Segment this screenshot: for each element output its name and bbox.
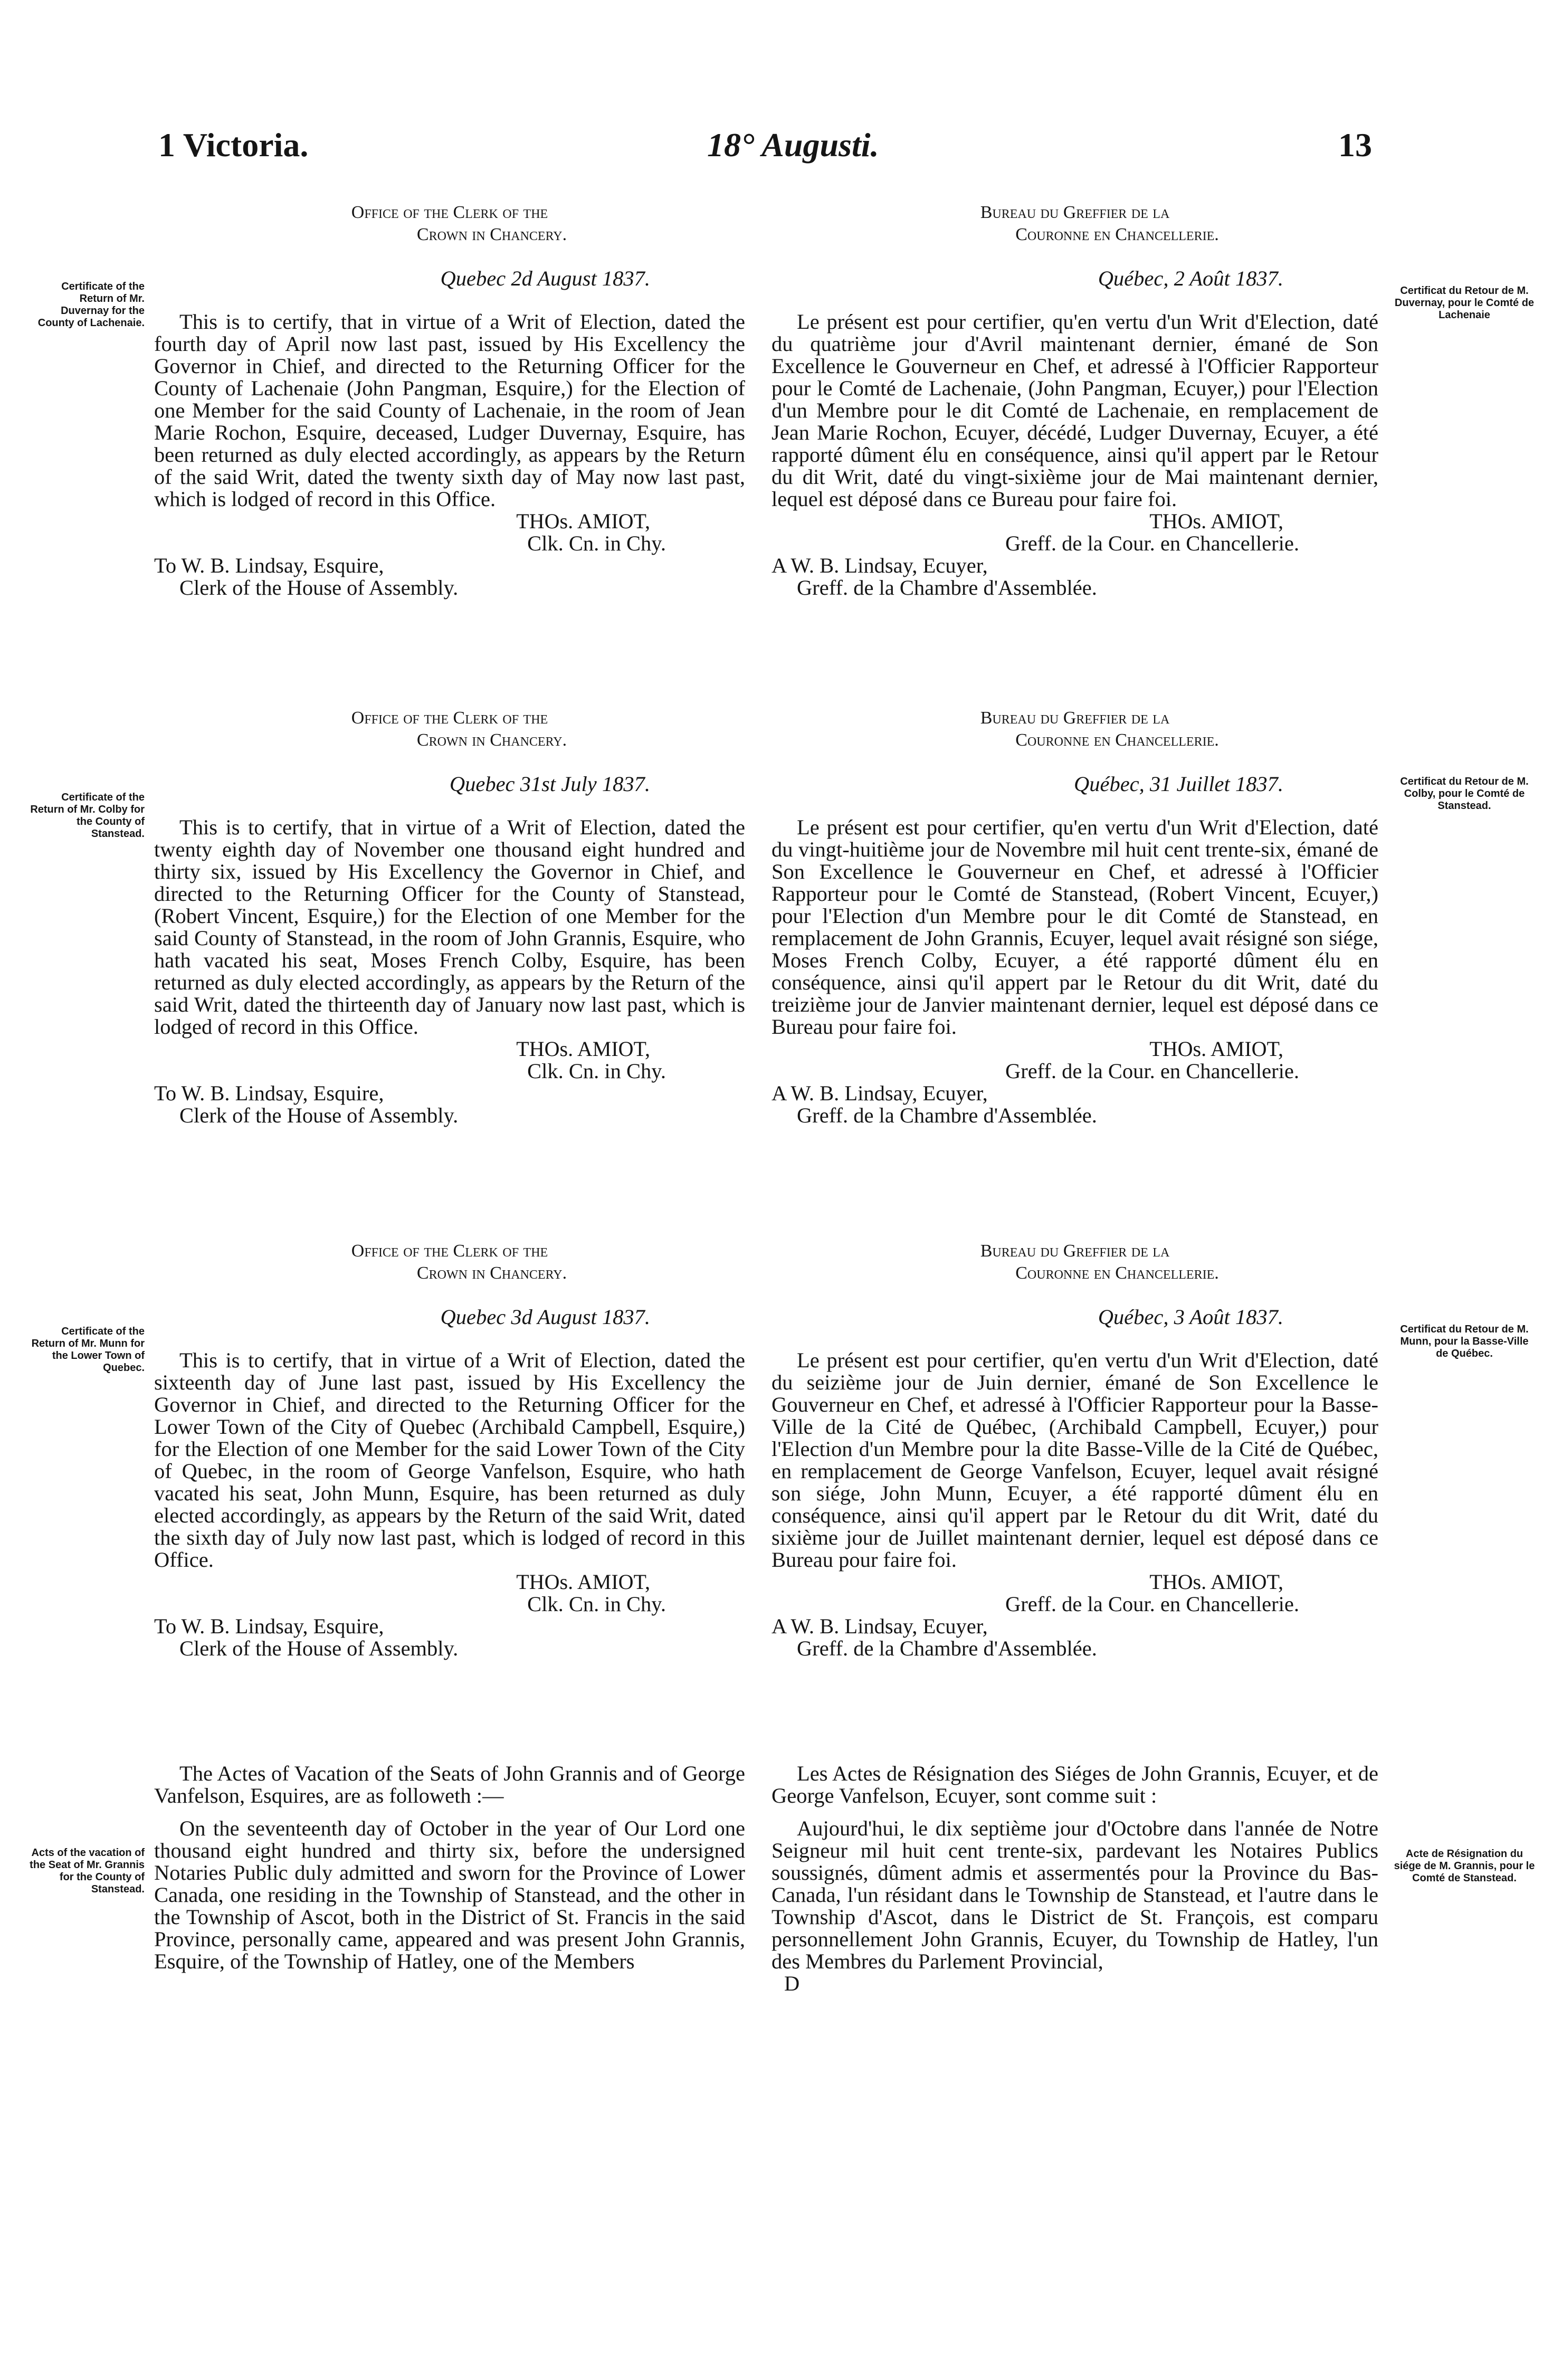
addressee-title: Clerk of the House of Assembly. — [179, 1636, 459, 1660]
certificate-date: Québec, 2 Août 1837. — [1098, 266, 1283, 290]
addressee-title: Clerk of the House of Assembly. — [179, 576, 459, 599]
certificate-body: This is to certify, that in virtue of a Writ of Election, dated the twenty eighth day of November one thousand eight hundred and thirty six, issued by His Excellency the Governor in Chief, and directed to the Returning Officer for the County of Stanstead, (Robert Vincent, Esquire,) for the Election of one Member for the said County of Stanstead, in the room of John Grannis, Esquire, who hath vacated his seat, Moses French Colby, Esquire, has been returned as duly elected accordingly, as appears by the Return of the said Writ, dated the thirteenth day of January now last past, which is lodged of record in this Office. — [154, 815, 745, 1039]
addressee: A W. B. Lindsay, Ecuyer, — [772, 554, 988, 577]
addressee: To W. B. Lindsay, Esquire, — [154, 554, 384, 577]
addressee-title: Greff. de la Chambre d'Assemblée. — [797, 1636, 1097, 1660]
certificate-body: Le présent est pour certifier, qu'en vertu d'un Writ d'Election, daté du seizième jour de Juin dernier, émané de Son Excellence le Gouverneur en Chef, et adressé à l'Officier Rapporteur pour la Basse-Ville de la Cité de Québec, (Archibald Campbell, Ecuyer,) pour l'Election d'un Membre pour la dite Basse-Ville de la Cité de Québec, en remplacement de George Vanfelson, Ecuyer, lequel avait résigné son siége, John Munn, Ecuyer, a été rapporté dûment élu en conséquence, ainsi qu'il appert par le Retour du dit Writ, daté du sixième jour de Juillet maintenant dernier, lequel est déposé dans ce Bureau pour faire foi. — [772, 1348, 1378, 1572]
header-regnal-year: 1 Victoria. — [158, 126, 309, 164]
signature-name: THOs. AMIOT, — [1149, 1037, 1283, 1061]
margin-note-left: Acts of the vacation of the Seat of Mr. Grannis for the County of Stanstead. — [30, 1847, 145, 1895]
signature-name: THOs. AMIOT, — [1149, 509, 1283, 533]
office-heading: Office of the Clerk of the — [351, 1241, 548, 1261]
office-heading: Bureau du Greffier de la — [980, 708, 1170, 728]
certificate-date: Québec, 31 Juillet 1837. — [1073, 772, 1283, 796]
margin-note-left: Certificate of the Return of Mr. Duvernay for the County of Lachenaie. — [37, 281, 145, 329]
office-subheading: Crown in Chancery. — [416, 225, 567, 244]
margin-note-right: Certificat du Retour de M. Duvernay, pour le Comté de Lachenaie — [1394, 285, 1535, 321]
office-heading: Office of the Clerk of the — [351, 708, 548, 728]
margin-note-left: Certificate of the Return of Mr. Munn for the Lower Town of Quebec. — [31, 1326, 145, 1374]
en-certificate-munn — [154, 1240, 745, 1660]
addressee-title: Clerk of the House of Assembly. — [179, 1103, 459, 1127]
page-number: 13 — [1338, 126, 1372, 164]
signature-title: Greff. de la Cour. en Chancellerie. — [1005, 1592, 1299, 1616]
signature-title: Greff. de la Cour. en Chancellerie. — [1005, 531, 1299, 555]
margin-note-right: Certificat du Retour de M. Munn, pour la Basse-Ville de Québec. — [1400, 1324, 1529, 1359]
addressee-title: Greff. de la Chambre d'Assemblée. — [797, 1103, 1097, 1127]
office-subheading: Couronne en Chancellerie. — [1015, 1263, 1219, 1283]
header-date: 18° Augusti. — [707, 126, 879, 164]
signature-name: THOs. AMIOT, — [516, 1570, 650, 1594]
office-subheading: Couronne en Chancellerie. — [1015, 225, 1219, 244]
addressee: To W. B. Lindsay, Esquire, — [154, 1614, 384, 1638]
certificate-date: Québec, 3 Août 1837. — [1098, 1305, 1283, 1329]
office-heading: Bureau du Greffier de la — [980, 1241, 1170, 1261]
running-head — [158, 126, 1372, 173]
certificate-body: This is to certify, that in virtue of a Writ of Election, dated the sixteenth day of June last past, issued by His Excellency the Governor in Chief, and directed to the Returning Officer for the Lower Town of the City of Quebec (Archibald Campbell, Esquire,) for the Election of one Member for the said Lower Town of the City of Quebec, in the room of George Vanfelson, Esquire, who hath vacated his seat, John Munn, Esquire, has been returned as duly elected accordingly, as appears by the Return of the said Writ, dated the sixth day of July now last past, which is lodged of record in this Office. — [154, 1348, 745, 1572]
catchword: D — [784, 1972, 800, 1995]
office-subheading: Crown in Chancery. — [416, 1263, 567, 1283]
certificate-body: Le présent est pour certifier, qu'en vertu d'un Writ d'Election, daté du vingt-huitième jour de Novembre mil huit cent trente-six, émané de Son Excellence le Gouverneur en Chef, et adressé à l'Officier Rapporteur pour le Comté de Stanstead, (Robert Vincent, Ecuyer,) pour l'Election d'un Membre pour le dit Comté de Stanstead, en remplacement de John Grannis, Ecuyer, lequel avait résigné son siége, Moses French Colby, Ecuyer, a été rapporté dûment élu en conséquence, ainsi qu'il appert par le Retour du dit Writ, daté du treizième jour de Janvier maintenant dernier, lequel est déposé dans ce Bureau pour faire foi. — [772, 815, 1378, 1039]
office-heading: Office of the Clerk of the — [351, 203, 548, 222]
fr-certificate-colby — [772, 707, 1378, 1127]
acts-body: On the seventeenth day of October in the year of Our Lord one thousand eight hundred and thirty six, before the undersigned Notaries Public duly admitted and sworn for the Province of Lower Canada, one residing in the Township of Stanstead, and the other in the Township of Ascot, both in the District of St. Francis in the said Province, personally came, appeared and was present John Grannis, Esquire, of the Township of Hatley, one of the Members — [154, 1816, 745, 1973]
en-certificate-duvernay — [154, 202, 745, 599]
certificate-date: Quebec 3d August 1837. — [440, 1305, 650, 1329]
acts-intro: The Actes of Vacation of the Seats of John Grannis and of George Vanfelson, Esquires, are as followeth :— — [154, 1762, 745, 1807]
margin-note-right: Certificat du Retour de M. Colby, pour le Comté de Stanstead. — [1400, 776, 1529, 812]
office-heading: Bureau du Greffier de la — [980, 203, 1170, 222]
addressee: To W. B. Lindsay, Esquire, — [154, 1081, 384, 1105]
signature-name: THOs. AMIOT, — [516, 1037, 650, 1061]
certificate-body: This is to certify, that in virtue of a Writ of Election, dated the fourth day of April now last past, issued by His Excellency the Governor in Chief, and directed to the Returning Officer for the County of Lachenaie (John Pangman, Esquire,) for the Election of one Member for the said County of Lachenaie, in the room of Jean Marie Rochon, Esquire, deceased, Ludger Duvernay, Esquire, has been returned as duly elected accordingly, as appears by the Return of the said Writ, dated the twenty sixth day of May now last past, which is lodged of record in this Office. — [154, 310, 745, 511]
signature-title: Clk. Cn. in Chy. — [527, 531, 666, 555]
signature-name: THOs. AMIOT, — [516, 509, 650, 533]
acts-body: Aujourd'hui, le dix septième jour d'Octobre dans l'année de Notre Seigneur mil huit cent trente-six, pardevant les Notaires Publics soussignés, dûment admis et assermentés pour la Province du Bas-Canada, l'un résidant dans le Township de Stanstead, et l'autre dans le Township d'Ascot, dans le District de St. François, est comparu personnellement John Grannis, Ecuyer, du Township de Hatley, l'un des Membres du Parlement Provincial, — [772, 1816, 1378, 1973]
fr-acts-section — [772, 1763, 1378, 1995]
certificate-date: Quebec 31st July 1837. — [449, 772, 650, 796]
en-certificate-colby — [154, 707, 745, 1127]
margin-note-left: Certificate of the Return of Mr. Colby for the County of Stanstead. — [30, 792, 145, 840]
margin-note-right: Acte de Résignation du siége de M. Grannis, pour le Comté de Stanstead. — [1394, 1848, 1535, 1884]
signature-name: THOs. AMIOT, — [1149, 1570, 1283, 1594]
certificate-date: Quebec 2d August 1837. — [440, 266, 650, 290]
fr-certificate-duvernay — [772, 202, 1378, 599]
addressee: A W. B. Lindsay, Ecuyer, — [772, 1081, 988, 1105]
en-acts-section — [154, 1763, 745, 1973]
fr-certificate-munn — [772, 1240, 1378, 1660]
addressee: A W. B. Lindsay, Ecuyer, — [772, 1614, 988, 1638]
office-subheading: Couronne en Chancellerie. — [1015, 730, 1219, 750]
office-subheading: Crown in Chancery. — [416, 730, 567, 750]
addressee-title: Greff. de la Chambre d'Assemblée. — [797, 576, 1097, 599]
certificate-body: Le présent est pour certifier, qu'en vertu d'un Writ d'Election, daté du quatrième jour d'Avril maintenant dernier, émané de Son Excellence le Gouverneur en Chef, et adressé à l'Officier Rapporteur pour le Comté de Lachenaie, (John Pangman, Ecuyer,) pour l'Election d'un Membre pour le dit Comté de Lachenaie, en remplacement de Jean Marie Rochon, Ecuyer, décédé, Ludger Duvernay, Ecuyer, a été rapporté dûment élu en conséquence, ainsi qu'il appert par le Retour du dit Writ, daté du vingt-sixième jour de Mai maintenant dernier, lequel est déposé dans ce Bureau pour faire foi. — [772, 310, 1378, 511]
signature-title: Clk. Cn. in Chy. — [527, 1592, 666, 1616]
signature-title: Greff. de la Cour. en Chancellerie. — [1005, 1059, 1299, 1083]
signature-title: Clk. Cn. in Chy. — [527, 1059, 666, 1083]
acts-intro: Les Actes de Résignation des Siéges de John Grannis, Ecuyer, et de George Vanfelson, Ecuyer, sont comme suit : — [772, 1762, 1378, 1807]
